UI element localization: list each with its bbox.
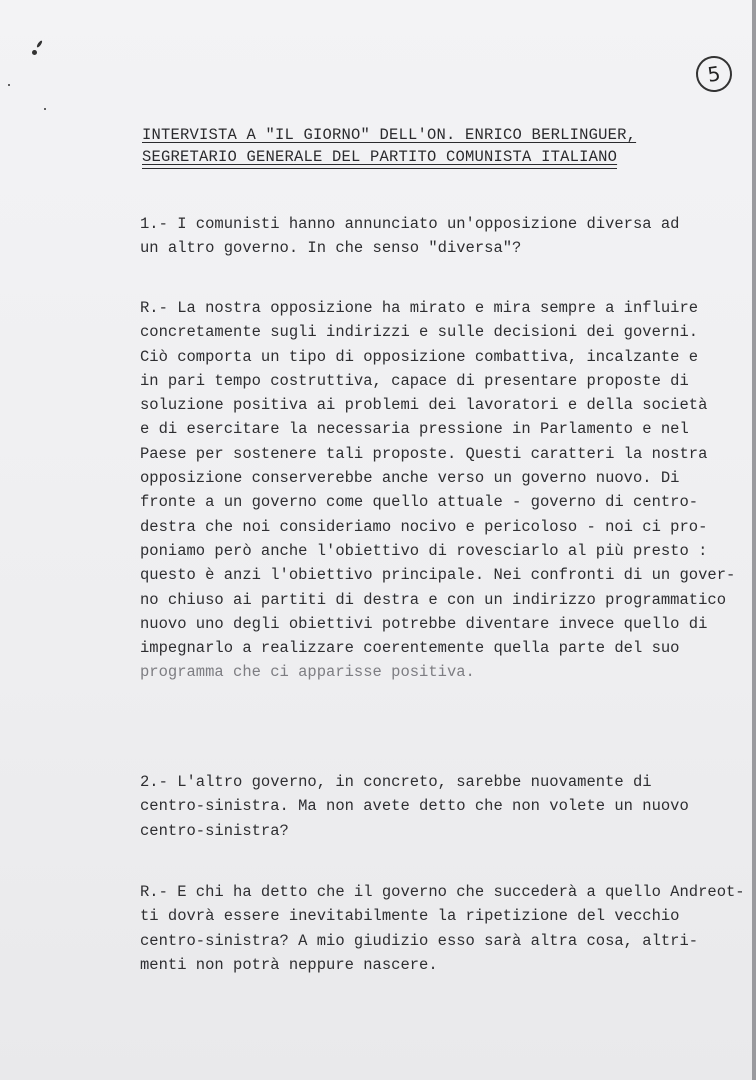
text-line: Paese per sostenere tali proposte. Questi caratteri la nostra	[140, 444, 708, 463]
question-1	[140, 212, 740, 261]
text-line: soluzione positiva ai problemi dei lavoratori e della società	[140, 396, 708, 415]
text-line: centro-sinistra. Ma non avete detto che non volete un nuovo	[140, 797, 689, 816]
page-number-circle: 5	[694, 54, 735, 95]
text-line: Ciò comporta un tipo di opposizione combattiva, incalzante e	[140, 347, 699, 366]
text-line: impegnarlo a realizzare coerentemente quella parte del suo	[140, 639, 680, 658]
text-line: 2.- L'altro governo, in concreto, sarebbe nuovamente di	[140, 773, 652, 791]
text-line: in pari tempo costruttiva, capace di presentare proposte di	[140, 371, 689, 390]
title-line-1: INTERVISTA A "IL GIORNO" DELL'ON. ENRICO BERLINGUER,	[142, 126, 637, 144]
text-line: R.- La nostra opposizione ha mirato e mira sempre a influire	[140, 299, 699, 317]
text-line: opposizione conserverebbe anche verso un governo nuovo. Di	[140, 469, 680, 488]
text-line: nuovo uno degli obiettivi potrebbe diventare invece quello di	[140, 614, 708, 633]
text-line: concretamente sugli indirizzi e sulle decisioni dei governi.	[140, 323, 699, 342]
text-line: e di esercitare la necessaria pressione in Parlamento e nel	[140, 420, 689, 439]
ink-speck	[8, 84, 10, 86]
answer-1	[140, 296, 740, 685]
ink-speck	[32, 50, 37, 55]
text-line: poniamo però anche l'obiettivo di rovesciarlo al più presto :	[140, 541, 708, 560]
text-line: 1.- I comunisti hanno annunciato un'opposizione diversa ad	[140, 215, 680, 233]
ink-speck	[36, 40, 43, 48]
title-line-2: SEGRETARIO GENERALE DEL PARTITO COMUNISTA ITALIANO	[142, 146, 617, 169]
text-line: centro-sinistra? A mio giudizio esso sarà altra cosa, altri-	[140, 931, 699, 950]
text-line: fronte a un governo come quello attuale - governo di centro-	[140, 493, 699, 512]
document-title	[142, 124, 662, 169]
text-line: no chiuso ai partiti di destra e con un indirizzo programmatico	[140, 590, 726, 609]
ink-speck	[44, 108, 46, 110]
text-line: R.- E chi ha detto che il governo che succederà a quello Andreot-	[140, 883, 745, 901]
question-2	[140, 770, 740, 843]
answer-2	[140, 880, 745, 977]
page-edge-shadow	[752, 0, 756, 1080]
text-line: un altro governo. In che senso "diversa"?	[140, 239, 522, 258]
text-line: destra che noi consideriamo nocivo e pericoloso - noi ci pro-	[140, 517, 708, 536]
text-line: menti non potrà neppure nascere.	[140, 955, 438, 974]
text-line: programma che ci apparisse positiva.	[140, 663, 475, 682]
text-line: ti dovrà essere inevitabilmente la ripetizione del vecchio	[140, 907, 680, 926]
text-line: centro-sinistra?	[140, 821, 289, 840]
text-line: questo è anzi l'obiettivo principale. Nei confronti di un gover-	[140, 566, 736, 585]
